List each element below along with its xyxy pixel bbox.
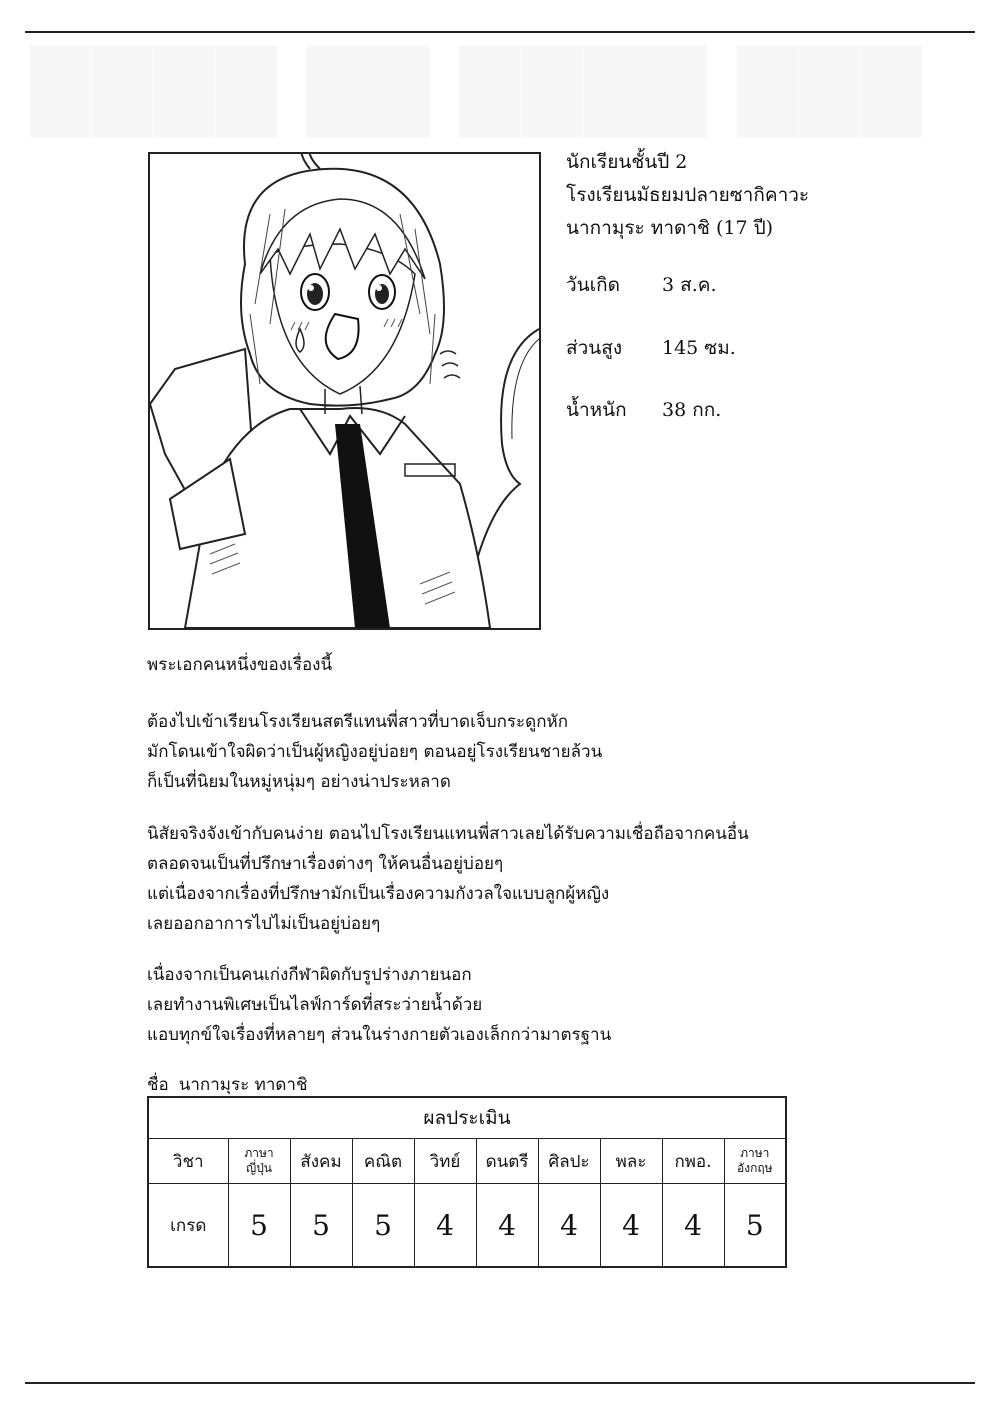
subject-social: สังคม (290, 1139, 352, 1184)
report-name-row (147, 1071, 308, 1098)
profile-name: นากามุระ ทาดาชิ (17 ปี) (566, 217, 774, 239)
bio-line: เนื่องจากเป็นคนเก่งกีฬาผิดกับรูปร่างภายนอก (147, 965, 472, 985)
stat-value: 3 ส.ค. (662, 274, 717, 296)
grade-cell: 5 (228, 1184, 290, 1268)
grade-label: เกรด (148, 1184, 228, 1268)
bio-line: ตลอดจนเป็นที่ปรึกษาเรื่องต่างๆ ให้คนอื่นอยู่บ่อยๆ (147, 854, 504, 874)
profile-grade: นักเรียนชั้นปี 2 (566, 151, 688, 173)
subject-japanese: ภาษา ญี่ปุ่น (228, 1139, 290, 1184)
bottom-rule (25, 1382, 975, 1384)
character-portrait (148, 152, 541, 630)
grade-cell: 4 (538, 1184, 600, 1268)
grade-cell: 5 (724, 1184, 786, 1268)
subject-pe: พละ (600, 1139, 662, 1184)
subject-music: ดนตรี (476, 1139, 538, 1184)
stat-weight (566, 395, 721, 425)
grade-table (147, 1096, 787, 1268)
profile-school: โรงเรียนมัธยมปลายซากิคาวะ (566, 184, 810, 206)
subject-header-row (148, 1139, 786, 1184)
bio-line: เลยทำงานพิเศษเป็นไลฟ์การ์ดที่สระว่ายน้ำด้วย (147, 995, 483, 1015)
subject-art: ศิลปะ (538, 1139, 600, 1184)
subject-science: วิทย์ (414, 1139, 476, 1184)
stat-label: ส่วนสูง (566, 337, 623, 359)
bio-paragraph-1 (147, 707, 602, 797)
subject-english: ภาษา อังกฤษ (724, 1139, 786, 1184)
bio-line: ต้องไปเข้าเรียนโรงเรียนสตรีแทนพี่สาวที่บาดเจ็บกระดูกหัก (147, 712, 569, 732)
grade-cell: 4 (414, 1184, 476, 1268)
bio-line: ก็เป็นที่นิยมในหมู่หนุ่มๆ อย่างน่าประหลาด (147, 772, 451, 792)
bio-line: นิสัยจริงจังเข้ากับคนง่าย ตอนไปโรงเรียนแทนพี่สาวเลยได้รับความเชื่อถือจากคนอื่น (147, 824, 749, 844)
stat-height (566, 333, 736, 363)
grade-cell: 4 (662, 1184, 724, 1268)
stat-value: 38 กก. (662, 399, 722, 421)
subject-health: กพอ. (662, 1139, 724, 1184)
subject-math: คณิต (352, 1139, 414, 1184)
report-name-label: ชื่อ (147, 1075, 169, 1095)
grade-row (148, 1184, 786, 1268)
bio-line: เลยออกอาการไปไม่เป็นอยู่บ่อยๆ (147, 914, 381, 934)
top-rule (25, 31, 975, 33)
faded-header-watermark: ████ ██ ████ ███ (30, 47, 924, 137)
bio-line: แอบทุกข์ใจเรื่องที่หลายๆ ส่วนในร่างกายตัวเองเล็กกว่ามาตรฐาน (147, 1025, 612, 1045)
bio-line: มักโดนเข้าใจผิดว่าเป็นผู้หญิงอยู่บ่อยๆ ตอนอยู่โรงเรียนชายล้วน (147, 742, 603, 762)
stat-birthday (566, 270, 717, 300)
grade-cell: 5 (352, 1184, 414, 1268)
bio-line: แต่เนื่องจากเรื่องที่ปรึกษามักเป็นเรื่องความกังวลใจแบบลูกผู้หญิง (147, 884, 610, 904)
stat-label: น้ำหนัก (566, 399, 627, 421)
bio-paragraph-3 (147, 960, 611, 1050)
profile-header (566, 146, 809, 245)
bio-line: พระเอกคนหนึ่งของเรื่องนี้ (147, 655, 333, 675)
subject-label: วิชา (148, 1139, 228, 1184)
grade-cell: 4 (600, 1184, 662, 1268)
report-name-value: นากามุระ ทาดาชิ (178, 1075, 308, 1095)
stat-value: 145 ซม. (662, 337, 736, 359)
grade-cell: 5 (290, 1184, 352, 1268)
bio-paragraph-2 (147, 819, 749, 939)
bio-intro (147, 650, 332, 680)
grade-table-title: ผลประเมิน (148, 1097, 786, 1139)
grade-cell: 4 (476, 1184, 538, 1268)
stat-label: วันเกิด (566, 274, 620, 296)
